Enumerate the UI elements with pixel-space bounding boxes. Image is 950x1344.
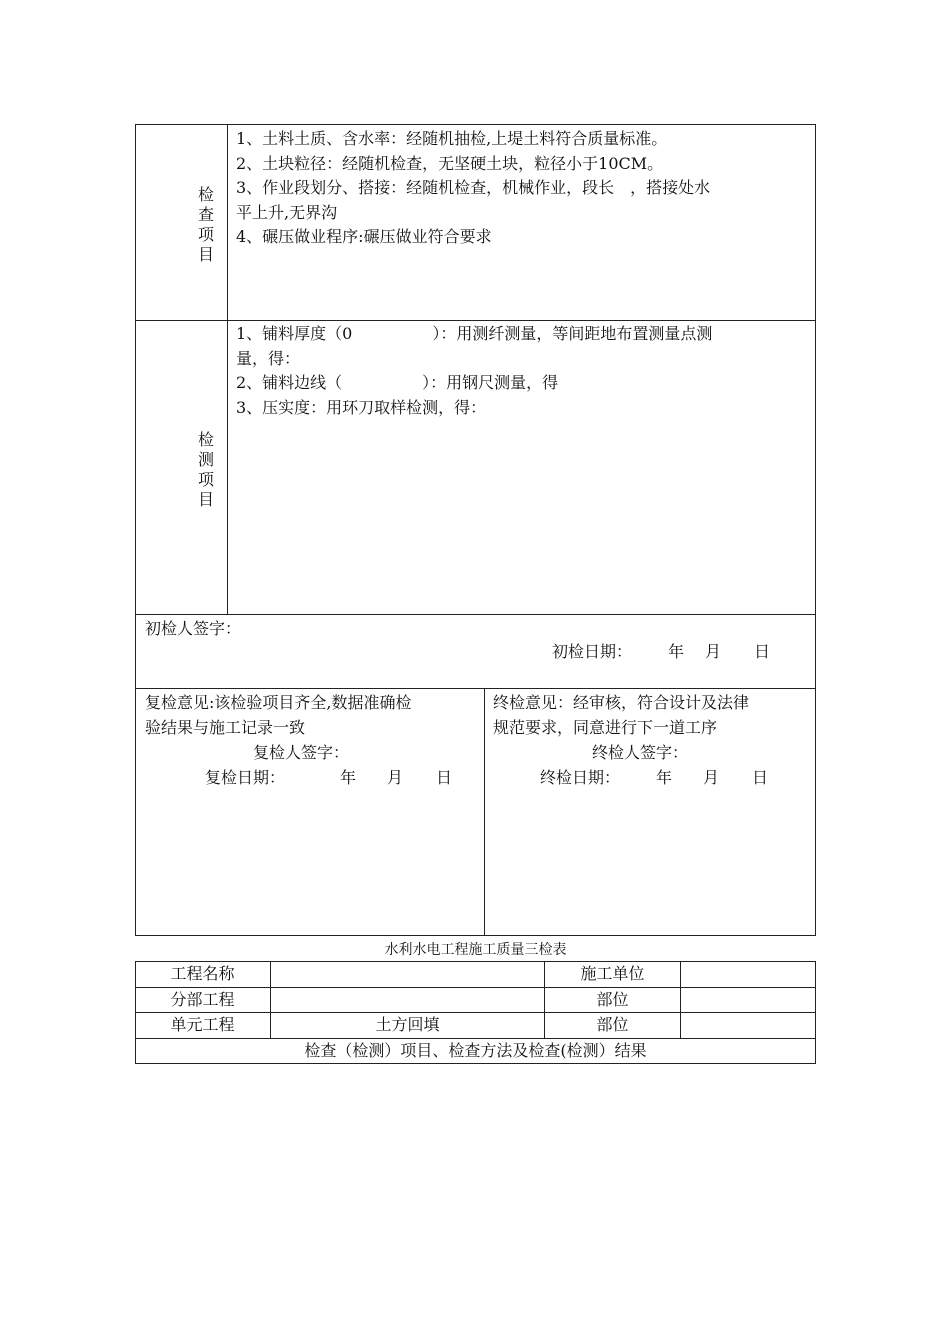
divider	[680, 961, 681, 1038]
inspection-line: 4、碾压做业程序:碾压做业符合要求	[236, 227, 492, 246]
initial-date-day: 日	[754, 642, 771, 661]
recheck-date-year: 年	[340, 768, 357, 787]
test-line: 3、压实度：用环刀取样检测，得：	[236, 398, 487, 417]
divider	[135, 320, 816, 321]
finalcheck-opinion-line2: 规范要求，同意进行下一道工序	[493, 718, 718, 737]
recheck-date-day: 日	[436, 768, 453, 787]
part-label: 部位	[596, 1015, 629, 1034]
finalcheck-date-year: 年	[656, 768, 673, 787]
test-line: 1、铺料厚度（0 ）：用测纤测量，等间距地布置测量点测	[236, 324, 713, 343]
finalcheck-opinion-line1: 终检意见：经审核，符合设计及法律	[493, 693, 750, 712]
initial-date-year: 年	[668, 642, 685, 661]
initial-date-label: 初检日期：	[552, 642, 633, 661]
unit-label: 单元工程	[170, 1015, 235, 1034]
recheck-date-label: 复检日期：	[205, 768, 286, 787]
recheck-opinion-line2: 验结果与施工记录一致	[145, 718, 306, 737]
test-items-side-label: 检测项目	[197, 430, 214, 509]
divider	[135, 614, 816, 615]
recheck-date-month: 月	[387, 768, 404, 787]
inspection-line: 平上升,无界沟	[236, 203, 338, 222]
unit-value: 土方回填	[375, 1015, 440, 1034]
inspection-items-side-label: 检查项目	[197, 185, 214, 264]
construction-unit-label: 施工单位	[580, 964, 645, 983]
finalcheck-date-day: 日	[752, 768, 769, 787]
finalcheck-date-month: 月	[703, 768, 720, 787]
test-line: 量，得：	[236, 349, 301, 368]
project-name-label: 工程名称	[170, 964, 235, 983]
inspection-line: 1、土料土质、含水率：经随机抽检,上堤土料符合质量标准。	[236, 129, 668, 148]
inspection-line: 3、作业段划分、搭接：经随机检查，机械作业，段长 ，搭接处水	[236, 178, 711, 197]
divider	[227, 124, 228, 614]
test-line: 2、铺料边线（ ）：用钢尺测量，得	[236, 373, 559, 392]
initial-signature-label: 初检人签字：	[145, 619, 242, 638]
recheck-opinion-line1: 复检意见:该检验项目齐全,数据准确检	[145, 693, 412, 712]
divider	[135, 688, 816, 689]
finalcheck-signature-label: 终检人签字：	[592, 743, 689, 762]
table-title: 水利水电工程施工质量三检表	[384, 942, 567, 958]
divider	[484, 688, 485, 936]
division-label: 分部工程	[170, 990, 235, 1009]
initial-date-month: 月	[705, 642, 722, 661]
inspection-line: 2、土块粒径：经随机检查，无坚硬土块，粒径小于10CM。	[236, 154, 664, 173]
finalcheck-date-label: 终检日期：	[540, 768, 621, 787]
recheck-signature-label: 复检人签字：	[253, 743, 350, 762]
results-header-row: 检查（检测）项目、检查方法及检查(检测）结果	[304, 1041, 647, 1060]
part-label: 部位	[596, 990, 629, 1009]
